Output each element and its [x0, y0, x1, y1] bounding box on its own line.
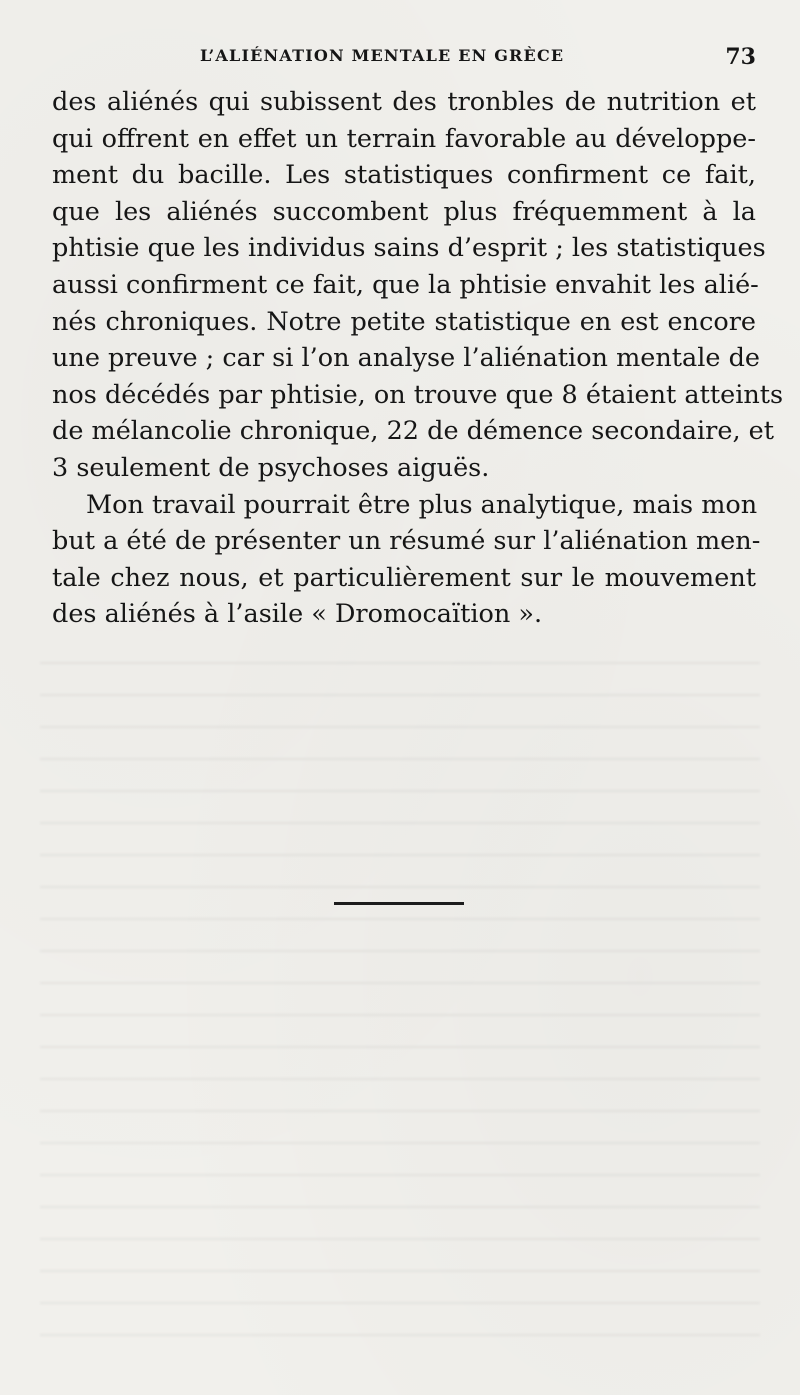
text-line: de mélancolie chronique, 22 de démence secondaire, et — [52, 416, 774, 447]
text-line-paragraph-start: Mon travail pourrait être plus analytique, mais mon — [86, 489, 758, 520]
text-line: aussi confirment ce fait, que la phtisie envahit les alié- — [52, 269, 759, 300]
text-line: que les aliénés succombent plus fréquemment à la — [52, 196, 756, 227]
running-title: L’ALIÉNATION MENTALE EN GRÈCE — [200, 46, 565, 65]
show-through-background — [40, 640, 760, 1360]
text-line: phtisie que les individus sains d’esprit ; les statistiques — [52, 233, 766, 264]
text-line: ment du bacille. Les statistiques confirment ce fait, — [52, 160, 756, 191]
text-line-paragraph-end: des aliénés à l’asile « Dromocaïtion ». — [52, 599, 543, 630]
text-line: tale chez nous, et particulièrement sur le mouvement — [52, 562, 756, 593]
text-line: but a été de présenter un résumé sur l’aliénation men- — [52, 526, 761, 557]
text-line-paragraph-end: 3 seulement de psychoses aiguës. — [52, 452, 490, 483]
text-line: nés chroniques. Notre petite statistique en est encore — [52, 306, 756, 337]
text-line: nos décédés par phtisie, on trouve que 8 étaient atteints — [52, 379, 784, 410]
page-number: 73 — [725, 44, 756, 70]
text-line: une preuve ; car si l’on analyse l’aliénation mentale de — [52, 343, 760, 374]
section-separator-rule — [334, 902, 464, 905]
page-header — [200, 44, 756, 74]
body-text — [52, 84, 784, 633]
text-line: qui offrent en effet un terrain favorable au développe- — [52, 123, 756, 154]
text-line: des aliénés qui subissent des tronbles de nutrition et — [52, 87, 756, 117]
